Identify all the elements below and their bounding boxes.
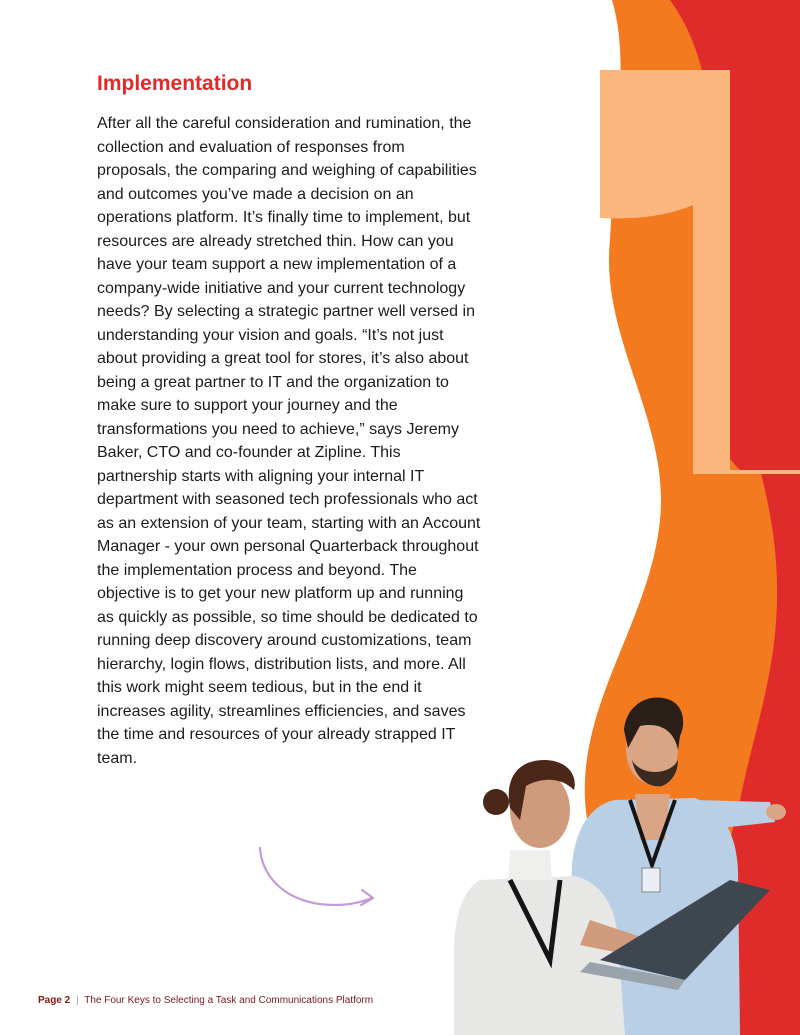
- footer-separator: |: [76, 995, 79, 1006]
- section-heading: Implementation: [97, 72, 253, 95]
- people-with-laptop-illustration: [440, 690, 800, 1035]
- document-title: The Four Keys to Selecting a Task and Communications Platform: [84, 995, 374, 1006]
- section-body-paragraph: After all the careful consideration and rumination, the collection and evaluation of responses from proposals, the comparing and weighing of capabilities and outcomes you’ve made a decision on an operations platform. It’s finally time to implement, but resources are already stretched thin. How can you have your team support a new implementation of a company-wide initiative and your current technology needs? By selecting a strategic partner well versed in understanding your vision and goals. “It’s not just about providing a great tool for stores, it’s also about being a great partner to IT and the organization to make sure to support your journey and the transformations you need to achieve,” says Jeremy Baker, CTO and co-founder at Zipline. This partnership starts with aligning your internal IT department with seasoned tech professionals who act as an extension of your team, starting with an Account Manager - your own personal Quarterback throughout the implementation process and beyond. The objective is to get your new platform up and running as quickly as possible, so time should be dedicated to running deep discovery around customizations, team hierarchy, login flows, distribution lists, and more. All this work might seem tedious, but in the end it increases agility, streamlines efficiencies, and saves the time and resources of your already strapped IT team.: [97, 115, 481, 767]
- curved-arrow-icon: [260, 848, 372, 905]
- page-number: Page 2: [38, 995, 71, 1006]
- page-footer: [38, 995, 373, 1006]
- main-content: [97, 70, 482, 770]
